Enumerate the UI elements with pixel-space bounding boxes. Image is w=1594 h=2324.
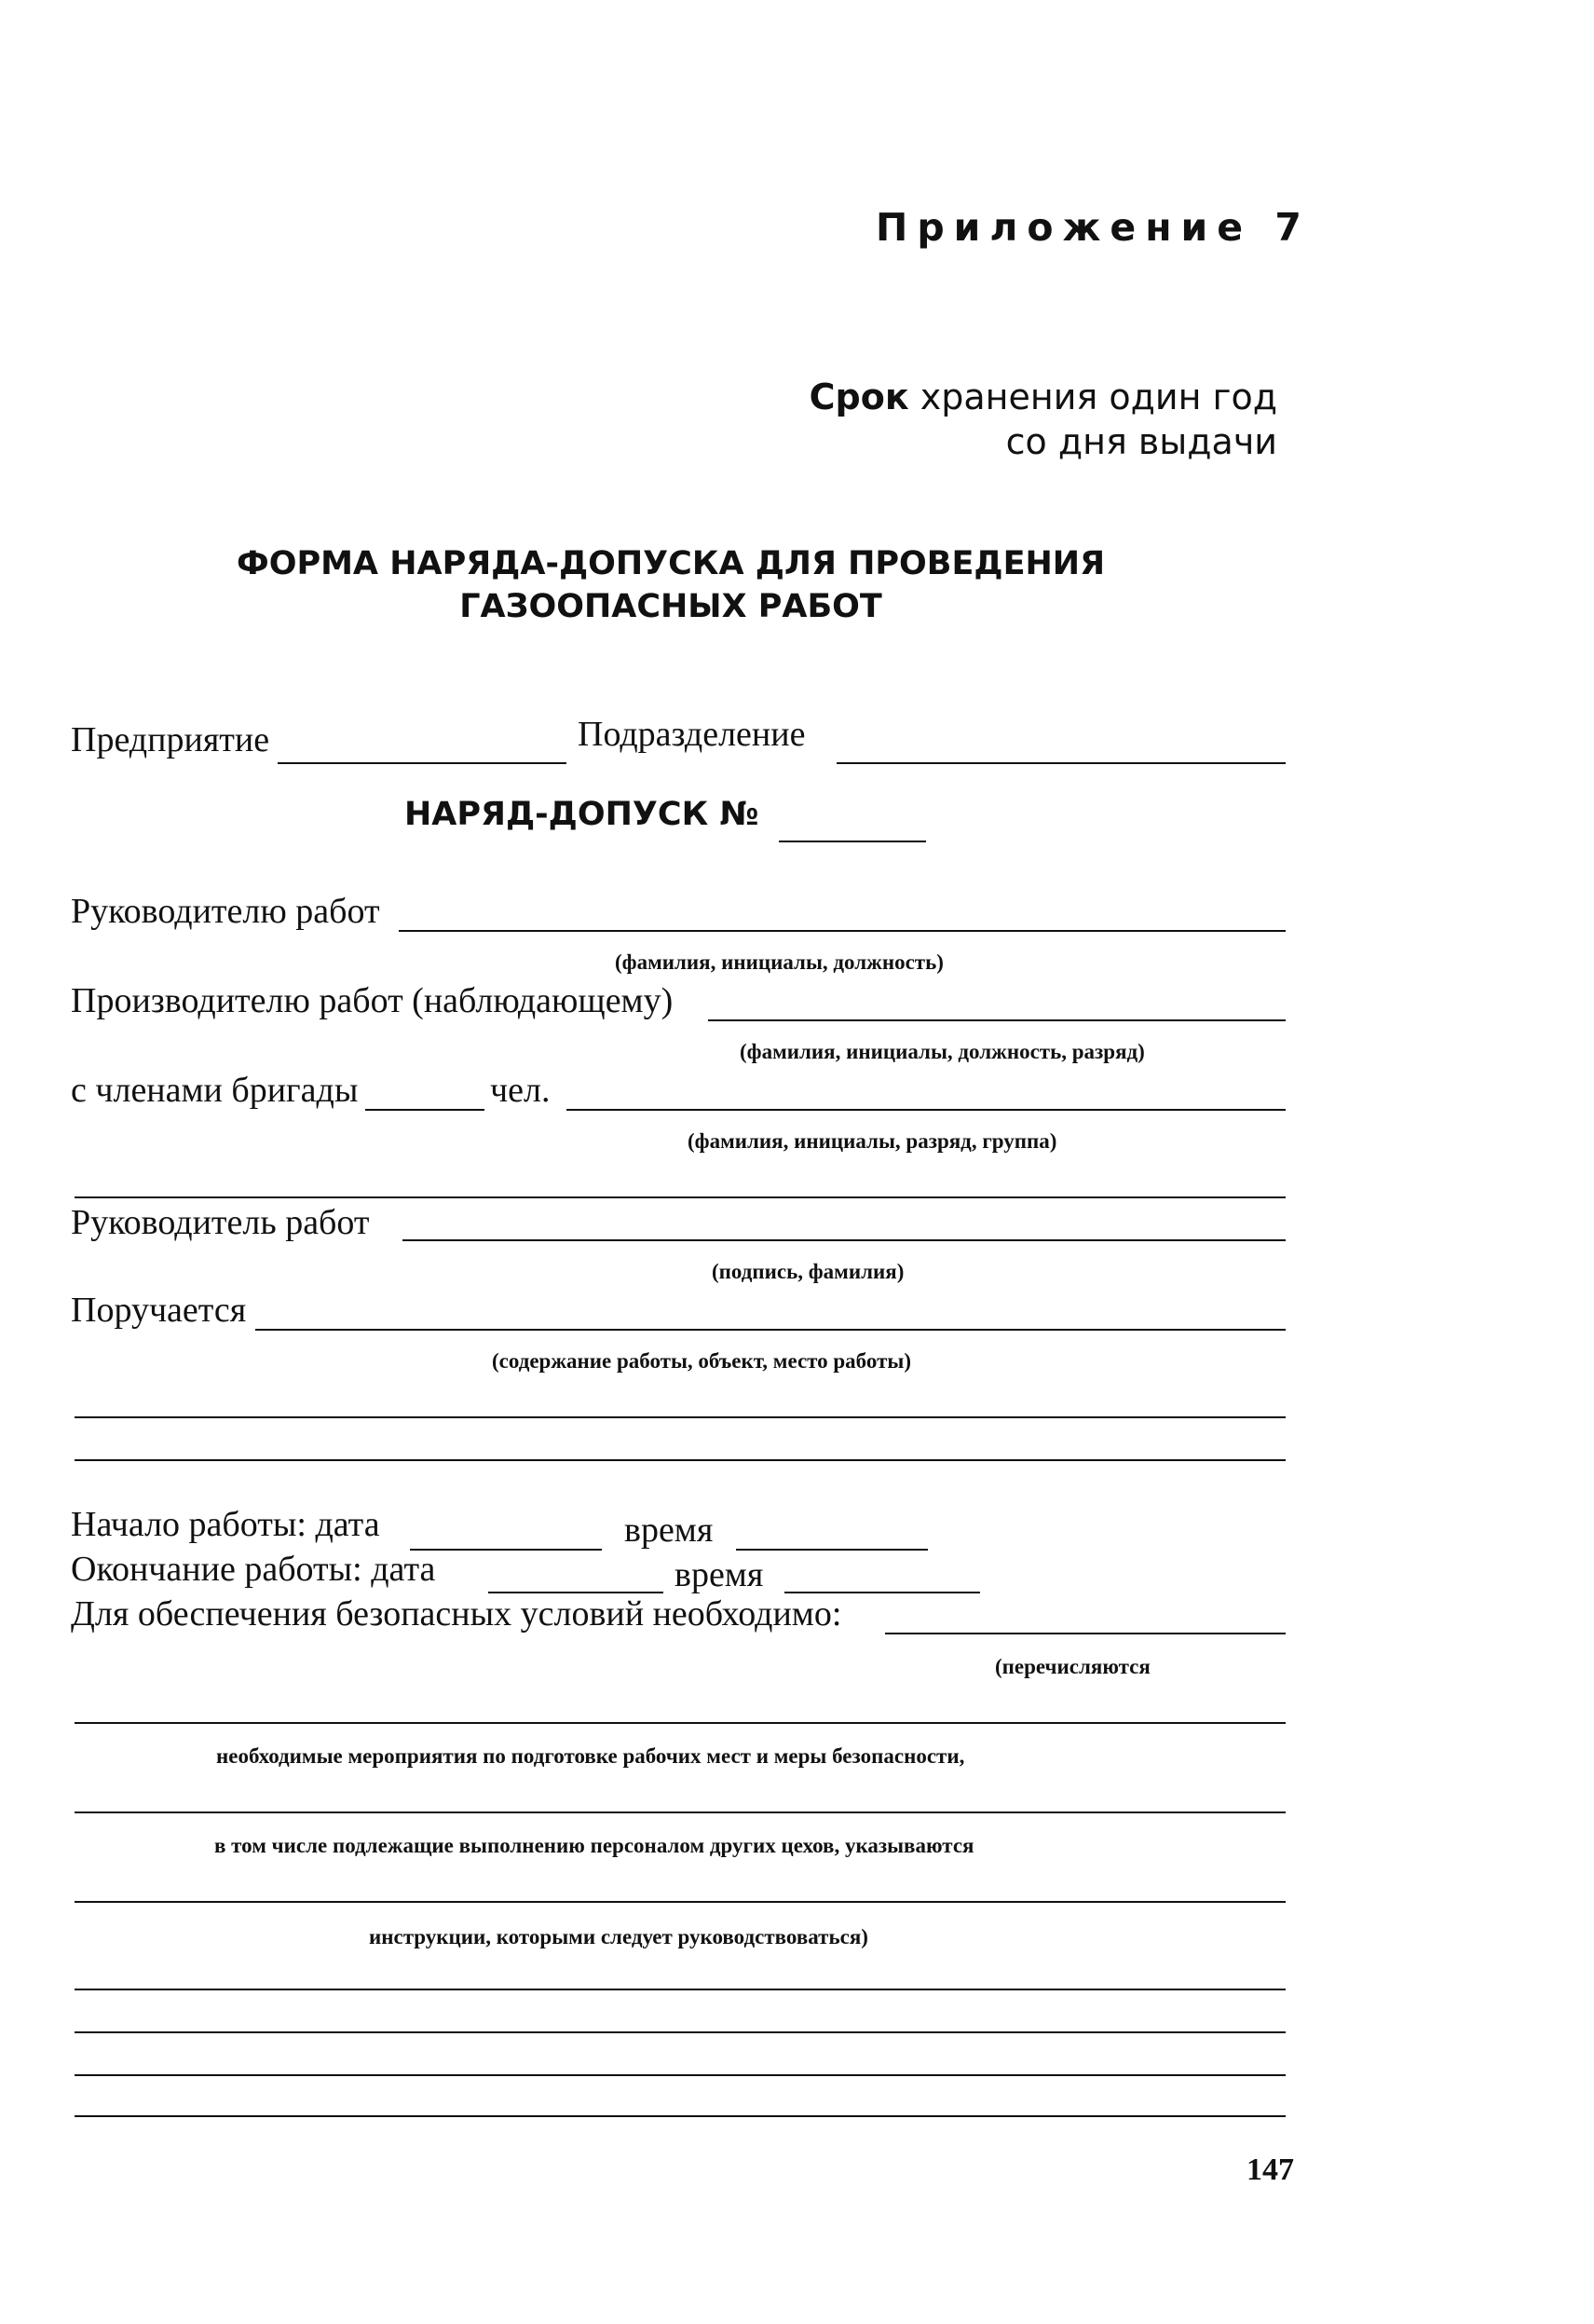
safety-line-2[interactable]	[75, 1811, 1286, 1813]
assigned-label: Поручается	[71, 1291, 247, 1330]
safety-caption-2: необходимые мероприятия по подготовке рабочих мест и меры безопасности,	[216, 1744, 965, 1768]
enterprise-field[interactable]	[278, 762, 566, 764]
work-manager-to-label: Руководителю работ	[71, 892, 380, 931]
assigned-caption: (содержание работы, объект, место работы)	[492, 1349, 911, 1373]
page-number: 147	[1247, 2153, 1294, 2187]
safety-caption-4: инструкции, которыми следует руководствоваться)	[369, 1925, 868, 1948]
safety-line-1[interactable]	[75, 1722, 1286, 1724]
work-manager-field[interactable]	[402, 1239, 1286, 1241]
appendix-number: Приложение 7	[876, 205, 1311, 250]
start-time-label: время	[624, 1511, 714, 1550]
safety-line-6[interactable]	[75, 2074, 1286, 2076]
safety-field[interactable]	[885, 1633, 1286, 1634]
work-manager-to-field[interactable]	[399, 930, 1286, 932]
crew-label: с членами бригады	[71, 1071, 359, 1110]
crew-count-field[interactable]	[365, 1109, 484, 1111]
division-label: Подразделение	[578, 715, 806, 754]
safety-line-7[interactable]	[75, 2115, 1286, 2117]
assigned-field[interactable]	[255, 1329, 1286, 1331]
enterprise-label: Предприятие	[71, 720, 270, 759]
safety-caption-1: (перечисляются	[995, 1655, 1151, 1678]
start-date-label: Начало работы: дата	[71, 1505, 380, 1544]
work-performer-label: Производителю работ (наблюдающему)	[71, 981, 674, 1020]
assigned-field-3[interactable]	[75, 1459, 1286, 1461]
division-field[interactable]	[837, 762, 1286, 764]
safety-line-4[interactable]	[75, 1989, 1286, 1990]
crew-members-field[interactable]	[566, 1109, 1286, 1111]
work-manager-caption: (подпись, фамилия)	[712, 1260, 905, 1283]
assigned-field-2[interactable]	[75, 1416, 1286, 1418]
work-performer-caption: (фамилия, инициалы, должность, разряд)	[740, 1040, 1145, 1063]
order-title: НАРЯД-ДОПУСК №	[404, 796, 759, 833]
end-time-label: время	[674, 1555, 764, 1594]
form-title-line-2: ГАЗООПАСНЫХ РАБОТ	[459, 588, 882, 625]
order-number-field[interactable]	[779, 841, 926, 842]
safety-line-5[interactable]	[75, 2031, 1286, 2033]
retention-line-2: со дня выдачи	[1005, 421, 1277, 462]
start-time-field[interactable]	[736, 1549, 928, 1551]
work-manager-to-caption: (фамилия, инициалы, должность)	[615, 950, 944, 974]
retention-bold-word: Срок	[809, 376, 909, 417]
start-date-field[interactable]	[410, 1549, 602, 1551]
form-title-line-1: ФОРМА НАРЯДА-ДОПУСКА ДЛЯ ПРОВЕДЕНИЯ	[236, 545, 1106, 582]
crew-unit: чел.	[490, 1071, 551, 1110]
end-date-label: Окончание работы: дата	[71, 1550, 436, 1589]
safety-caption-3: в том числе подлежащие выполнению персоналом других цехов, указываются	[214, 1834, 974, 1857]
retention-line-1	[810, 375, 1277, 419]
crew-members-field-2[interactable]	[75, 1196, 1286, 1198]
work-performer-field[interactable]	[708, 1019, 1286, 1021]
retention-rest: хранения один год	[920, 376, 1277, 417]
safety-line-3[interactable]	[75, 1901, 1286, 1903]
retention-note	[810, 375, 1277, 464]
safety-label: Для обеспечения безопасных условий необходимо:	[71, 1594, 842, 1634]
work-manager-label: Руководитель работ	[71, 1203, 370, 1242]
form-title	[205, 542, 1137, 628]
crew-caption: (фамилия, инициалы, разряд, группа)	[688, 1129, 1057, 1153]
